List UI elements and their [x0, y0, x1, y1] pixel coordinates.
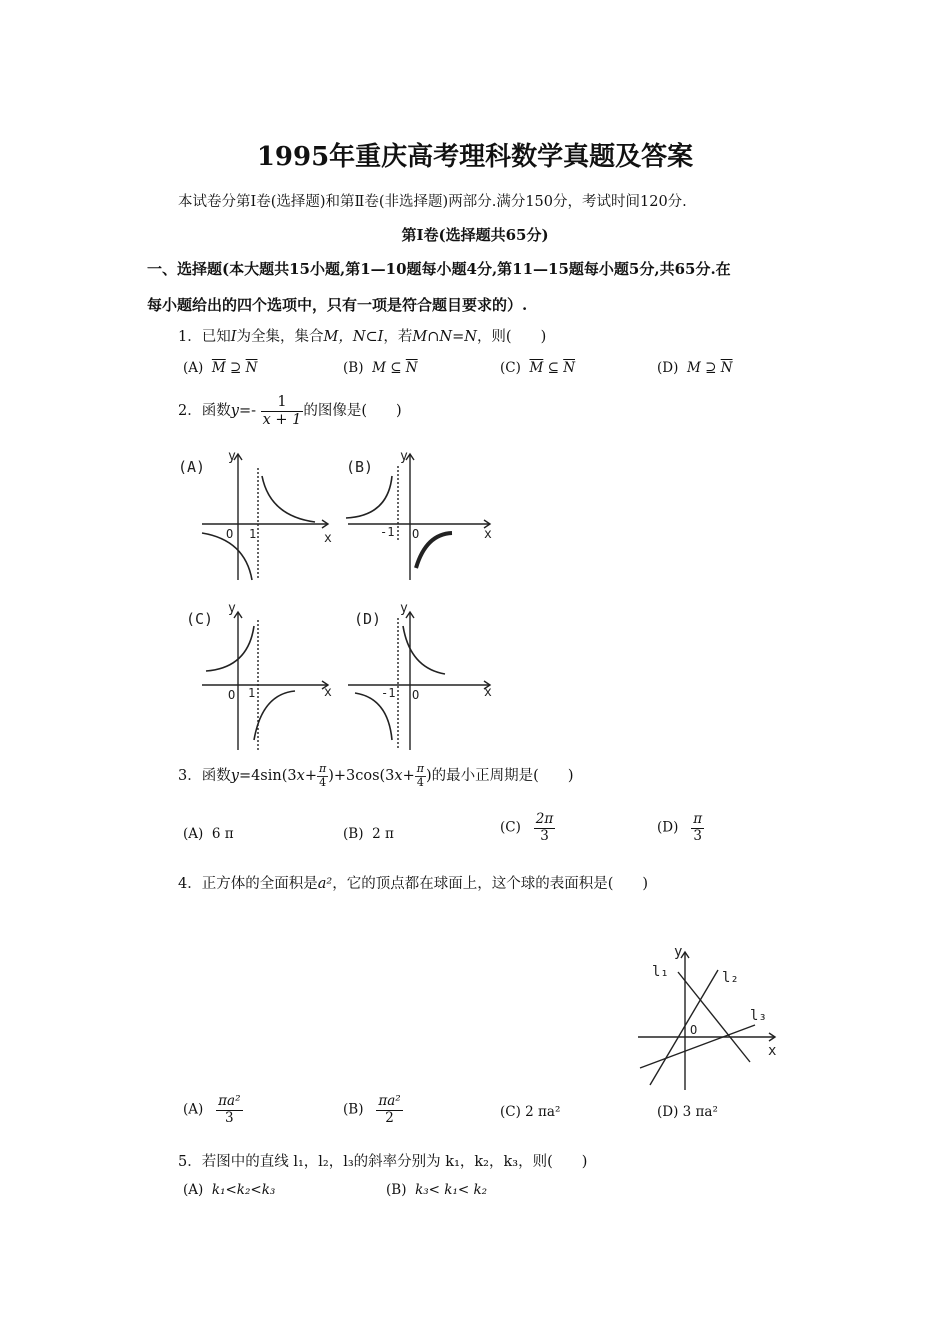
q5-lines-figure: [630, 940, 790, 1095]
line-l2: [650, 970, 718, 1085]
graph-c-origin: O: [228, 688, 236, 702]
graph-b-origin: O: [412, 527, 420, 541]
fig-l3-label: l₃: [750, 1008, 767, 1024]
graph-d-curve-left: [355, 693, 392, 740]
graph-d-x-label: x: [484, 685, 492, 700]
question-2-stem: 2．函数y=- $\frac{1}{x + 1}$ 的图像是( ): [178, 394, 402, 428]
q1-option-b: (B) M ⊆ $\overline{N}$: [343, 360, 418, 376]
graph-a-origin: O: [226, 527, 234, 541]
q1-option-d: (D) M ⊇ $\overline{N}$: [657, 360, 733, 376]
q5-option-a: (A) k₁<k₂<k₃: [183, 1182, 276, 1198]
section-heading-line2: 每小题给出的四个选项中，只有一项是符合题目要求的）.: [147, 296, 528, 314]
graph-d-y-label: y: [400, 601, 408, 616]
question-1-stem: 1．已知I为全集，集合M，N⊂I，若M∩N=N，则( ): [178, 329, 547, 345]
graph-c-x-label: x: [324, 685, 332, 700]
question-4-stem: 4．正方体的全面积是a²，它的顶点都在球面上，这个球的表面积是( ): [178, 876, 649, 892]
graph-a-x-label: x: [324, 531, 332, 546]
fig-l1-label: l₁: [652, 964, 669, 980]
graph-b-label: (B): [346, 458, 374, 476]
q3-option-b: (B) 2 π: [343, 826, 394, 842]
exam-intro: 本试卷分第Ⅰ卷(选择题)和第Ⅱ卷(非选择题)两部分.满分150分，考试时间120分.: [178, 194, 687, 210]
q2-fraction: $\frac{1}{x + 1}$: [262, 394, 302, 428]
q4-option-d: (D) 3 πa²: [657, 1104, 718, 1120]
graph-d-tick: -1: [381, 686, 396, 700]
graph-c-tick: 1: [248, 686, 256, 700]
fig-origin: O: [690, 1023, 698, 1037]
fig-x-label: x: [768, 1043, 777, 1059]
q4-option-c: (C) 2 πa²: [500, 1104, 561, 1120]
question-5-stem: 5．若图中的直线 l₁，l₂，l₃的斜率分别为 k₁，k₂，k₃，则( ): [178, 1154, 588, 1170]
graph-c-y-label: y: [228, 601, 236, 616]
graph-c-label: (C): [186, 610, 214, 628]
q3-option-c: (C) $\frac{2\pi}{3}$: [500, 811, 554, 844]
page-title: 1995年重庆高考理科数学真题及答案: [256, 142, 694, 172]
q3-option-d: (D) $\frac{\pi}{3}$: [657, 811, 703, 844]
fig-y-label: y: [674, 944, 683, 960]
graph-b-tick: -1: [380, 525, 395, 539]
graph-a-tick: 1: [249, 527, 257, 541]
q3-fraction-1: $\frac{\pi}{4}$: [318, 762, 327, 789]
q2-graphs-figure: [170, 440, 510, 755]
fig-l2-label: l₂: [722, 970, 739, 986]
q3-fraction-2: $\frac{\pi}{4}$: [416, 762, 424, 789]
graph-a-label: (A): [178, 458, 206, 476]
q1-option-c: (C) $\overline{M}$ ⊆ $\overline{N}$: [500, 360, 576, 376]
graph-b-y-label: y: [400, 449, 408, 464]
q1-option-a: (A) $\overline{M}$ ⊇ $\overline{N}$: [183, 360, 258, 376]
graph-a-curve-right: [262, 476, 315, 522]
q4-option-a: (A) $\frac{\text{πa²}}{3}$: [183, 1093, 241, 1126]
graph-c-curve-left: [206, 626, 254, 671]
q3-option-a: (A) 6 π: [183, 826, 234, 842]
graph-b-curve-right: [416, 533, 452, 568]
graph-b-curve-left: [346, 476, 392, 518]
section-heading-line1: 一、选择题(本大题共15小题,第1—10题每小题4分,第11—15题每小题5分,共65分.在: [147, 260, 731, 278]
q4-option-b: (B) $\frac{\text{πa²}}{2}$: [343, 1093, 401, 1126]
graph-c-curve-right: [254, 691, 295, 740]
volume-heading: 第Ⅰ卷(选择题共65分): [401, 226, 549, 244]
question-3-stem: 3．函数y=4sin(3x+ $\frac{\pi}{4}$ )+3cos(3x+ $\frac{\pi}{4}$ )的最小正周期是( ): [178, 762, 574, 789]
graph-d-curve-right: [403, 626, 445, 674]
graph-d-origin: O: [412, 688, 420, 702]
graph-b-x-label: x: [484, 527, 492, 542]
graph-d-label: (D): [354, 610, 382, 628]
line-l1: [678, 972, 750, 1062]
q5-option-b: (B) k₃< k₁< k₂: [386, 1182, 488, 1198]
graph-a-y-label: y: [228, 449, 236, 464]
